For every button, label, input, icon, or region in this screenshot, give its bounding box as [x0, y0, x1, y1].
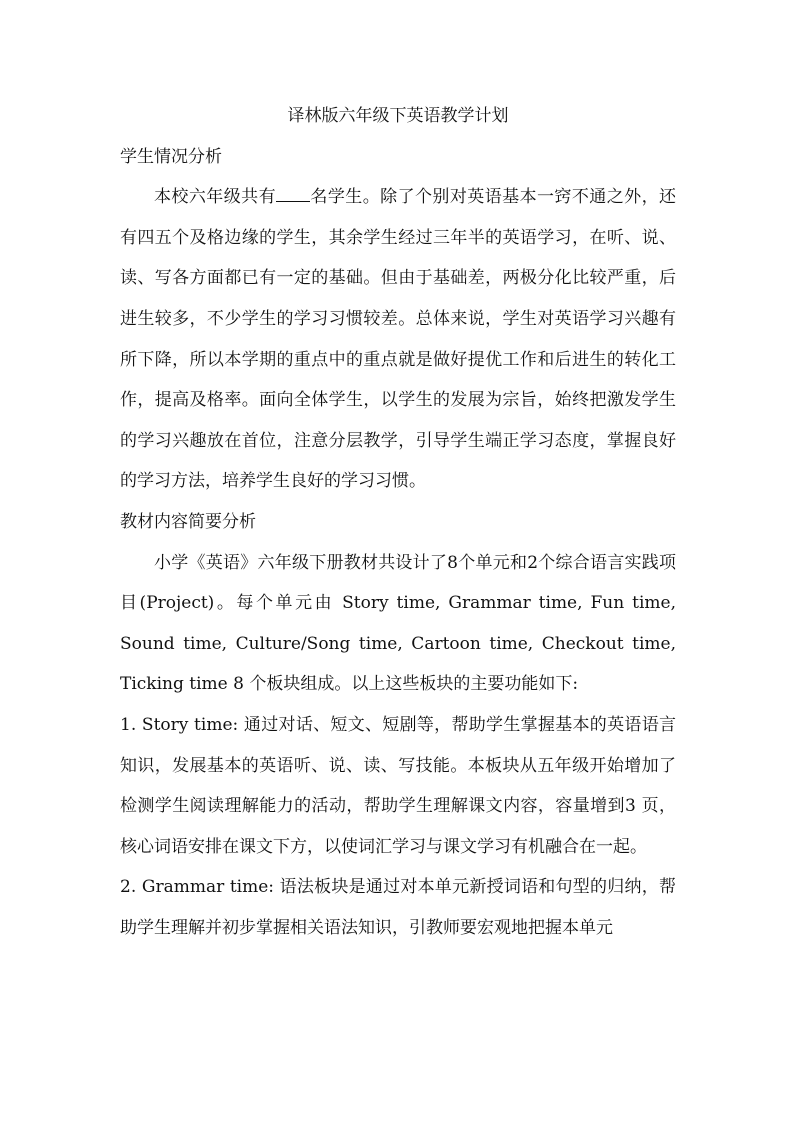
section-heading-student-analysis: 学生情况分析 [120, 146, 222, 167]
document-page [120, 96, 676, 948]
fill-in-blank [276, 187, 310, 202]
paragraph-text-start: 本校六年级共有 [154, 187, 276, 208]
list-item-story-time: 1. Story time: 通过对话、短文、短剧等，帮助学生掌握基本的英语语言知识，发展基本的英语听、说、读、写技能。本板块从五年级开始增加了检测学生阅读理解能力的活动，帮助学生理解课文内容，容量增到3 页，核心词语安排在课文下方，以使词汇学习与课文学习有机融合在一起。 [120, 714, 676, 857]
student-analysis-paragraph [120, 177, 676, 502]
document-title: 译林版六年级下英语教学计划 [287, 106, 509, 126]
textbook-analysis-paragraph: 小学《英语》六年级下册教材共设计了8个单元和2个综合语言实践项目(Project)。每个单元由 Story time, Grammar time, Fun time, Sound time, Culture/Song time, Cartoon time, Checkout time, Ticking time 8 个板块组成。以上这些板块的主要功能如下: [120, 552, 676, 695]
list-item-grammar-time: 2. Grammar time: 语法板块是通过对本单元新授词语和句型的归纳，帮助学生理解并初步掌握相关语法知识，引教师要宏观地把握本单元 [120, 877, 676, 938]
paragraph-text-rest: 名学生。除了个别对英语基本一窍不通之外，还有四五个及格边缘的学生，其余学生经过三年半的英语学习，在听、说、读、写各方面都已有一定的基础。但由于基础差，两极分化比较严重，后进生较多，不少学生的学习习惯较差。总体来说，学生对英语学习兴趣有所下降，所以本学期的重点中的重点就是做好提优工作和后进生的转化工作，提高及格率。面向全体学生，以学生的发展为宗旨，始终把激发学生的学习兴趣放在首位，注意分层教学，引导学生端正学习态度，掌握良好的学习方法，培养学生良好的学习习惯。 [120, 187, 676, 492]
section-heading-textbook-analysis: 教材内容简要分析 [120, 511, 256, 532]
